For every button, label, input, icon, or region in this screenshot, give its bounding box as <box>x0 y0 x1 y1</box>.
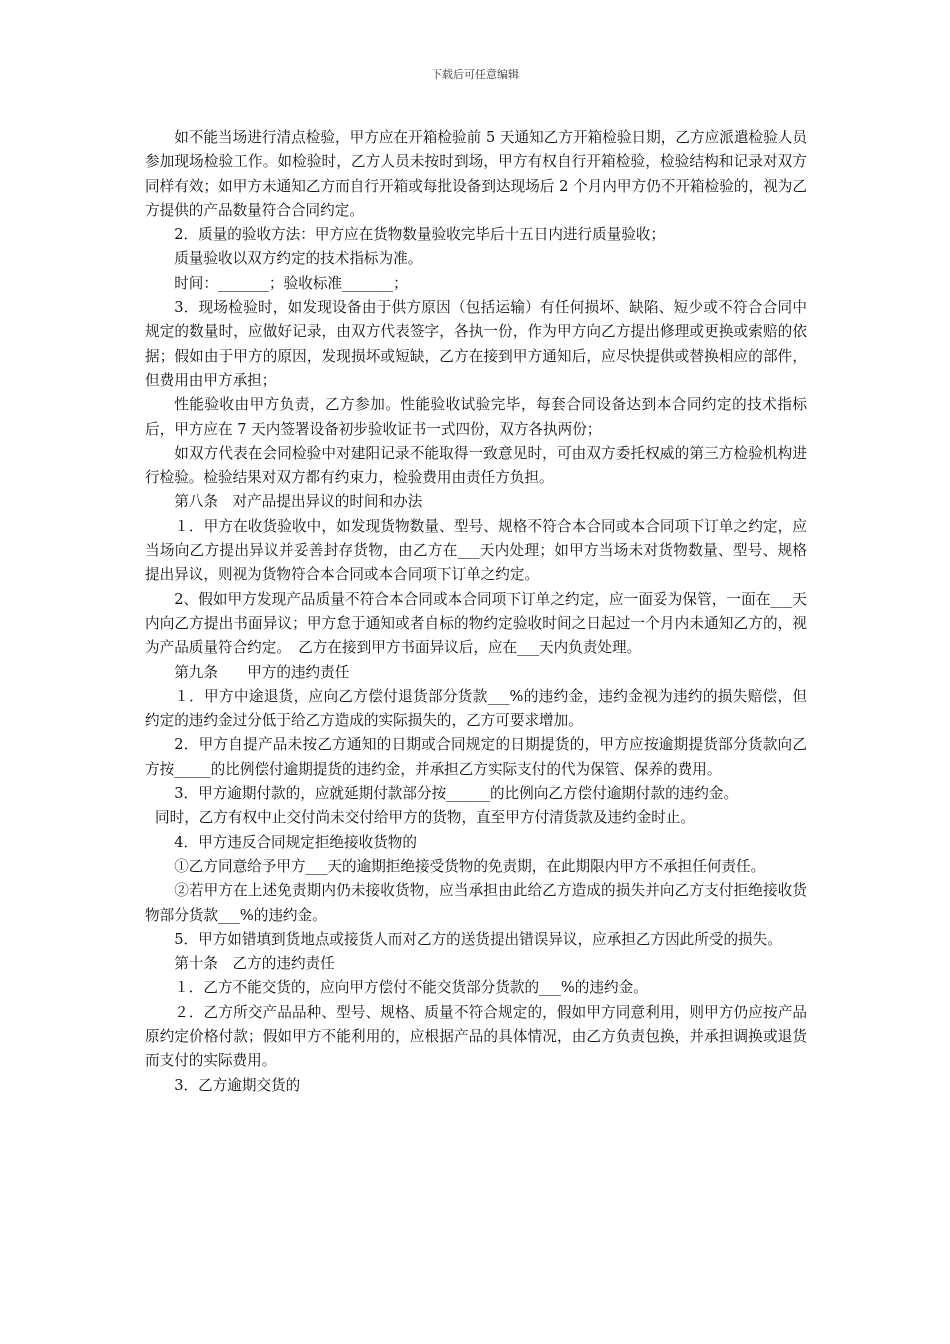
paragraph-article-10-item-3: 3．乙方逾期交货的 <box>174 1076 301 1094</box>
paragraph-article-9-item-4: 4．甲方违反合同规定拒绝接收货物的 <box>174 833 417 851</box>
paragraph-article-9-item-4-a: ①乙方同意给予甲方___天的逾期拒绝接受货物的免责期，在此期限内甲方不承担任何责任。 <box>174 857 766 875</box>
paragraph-article-9-item-3-cont: 同时，乙方有权中止交付尚未交付给甲方的货物，直至甲方付清货款及违约金时止。 <box>155 809 695 827</box>
paragraph-article-10-item-2: ２．乙方所交产品品种、型号、规格、质量不符合规定的，假如甲方同意利用，则甲方仍应按产品原约定价格付款；假如甲方不能利用的，应根据产品的具体情况，由乙方负责包换，并承担调换或退货而支付的实际费用。 <box>145 1003 807 1070</box>
article-9-heading: 第九条 甲方的违约责任 <box>174 663 350 681</box>
article-10-heading: 第十条 乙方的违约责任 <box>174 955 335 973</box>
paragraph-article-9-item-2: 2．甲方自提产品未按乙方通知的日期或合同规定的日期提货的，甲方应按逾期提货部分货款向乙方按_____的比例偿付逾期提货的违约金，并承担乙方实际支付的代为保管、保养的费用。 <box>145 736 807 778</box>
paragraph-performance-acceptance: 性能验收由甲方负责，乙方参加。性能验收试验完毕，每套合同设备达到本合同约定的技术指标后，甲方应在 7 天内签署设备初步验收证书一式四份，双方各执两份； <box>145 396 807 438</box>
paragraph-article-8-item-1: １．甲方在收货验收中，如发现货物数量、型号、规格不符合本合同或本合同项下订单之约定，应当场向乙方提出异议并妥善封存货物，由乙方在___天内处理；如甲方当场未对货物数量、型号、规格提出异议，则视为货物符合本合同或本合同项下订单之约定。 <box>145 517 807 584</box>
paragraph-article-9-item-4-b: ②若甲方在上述免责期内仍未接收货物，应当承担由此给乙方造成的损失并向乙方支付拒绝接收货物部分货款___%的违约金。 <box>145 882 807 924</box>
paragraph-article-9-item-1: １．甲方中途退货，应向乙方偿付退货部分货款___%的违约金，违约金视为违约的损失赔偿，但约定的违约金过分低于给乙方造成的实际损失的，乙方可要求增加。 <box>145 687 807 730</box>
paragraph-article-9-item-5: 5．甲方如错填到货地点或接货人而对乙方的送货提出错误异议，应承担乙方因此所受的损失。 <box>174 930 782 948</box>
paragraph-article-10-item-1: １．乙方不能交货的，应向甲方偿付不能交货部分货款的___%的违约金。 <box>174 979 648 997</box>
document-body <box>145 126 807 1098</box>
paragraph-unboxing-inspection: 如不能当场进行清点检验，甲方应在开箱检验前 5 天通知乙方开箱检验日期，乙方应派遣检验人员参加现场检验工作。如检验时，乙方人员未按时到场，甲方有权自行开箱检验，检验结构和记录对双方同样有效；如甲方未通知乙方而自行开箱或每批设备到达现场后 2 个月内甲方仍不开箱检验的，视为乙方提供的产品数量符合合同约定。 <box>145 129 807 219</box>
article-8-heading: 第八条 对产品提出异议的时间和办法 <box>174 493 423 511</box>
paragraph-time-standard: 时间：_______；验收标准_______； <box>174 274 408 292</box>
paragraph-third-party-inspection: 如双方代表在会同检验中对建阳记录不能取得一致意见时，可由双方委托权威的第三方检验机构进行检验。检验结果对双方都有约束力，检验费用由责任方负担。 <box>145 444 807 487</box>
paragraph-onsite-inspection: 3．现场检验时，如发现设备由于供方原因（包括运输）有任何损坏、缺陷、短少或不符合合同中规定的数量时，应做好记录，由双方代表签字，各执一份，作为甲方向乙方提出修理或更换或索赔的依据；假如由于甲方的原因，发现损坏或短缺，乙方在接到甲方通知后，应尽快提供或替换相应的部件，但费用由甲方承担； <box>145 299 807 389</box>
page-header: 下载后可任意编辑 <box>431 68 519 81</box>
paragraph-quality-standard: 质量验收以双方约定的技术指标为准。 <box>174 250 423 268</box>
paragraph-quality-method: 2．质量的验收方法：甲方应在货物数量验收完毕后十五日内进行质量验收； <box>174 226 666 244</box>
paragraph-article-8-item-2: 2、假如甲方发现产品质量不符合本合同或本合同项下订单之约定，应一面妥为保管，一面在___天内向乙方提出书面异议；甲方怠于通知或者自标的物约定验收时间之日起过一个月内未通知乙方的，视为产品质量符合约定。 乙方在接到甲方书面异议后，应在___天内负责处理。 <box>145 590 807 657</box>
paragraph-article-9-item-3: 3．甲方逾期付款的，应就延期付款部分按______的比例向乙方偿付逾期付款的违约金。 <box>174 785 739 803</box>
